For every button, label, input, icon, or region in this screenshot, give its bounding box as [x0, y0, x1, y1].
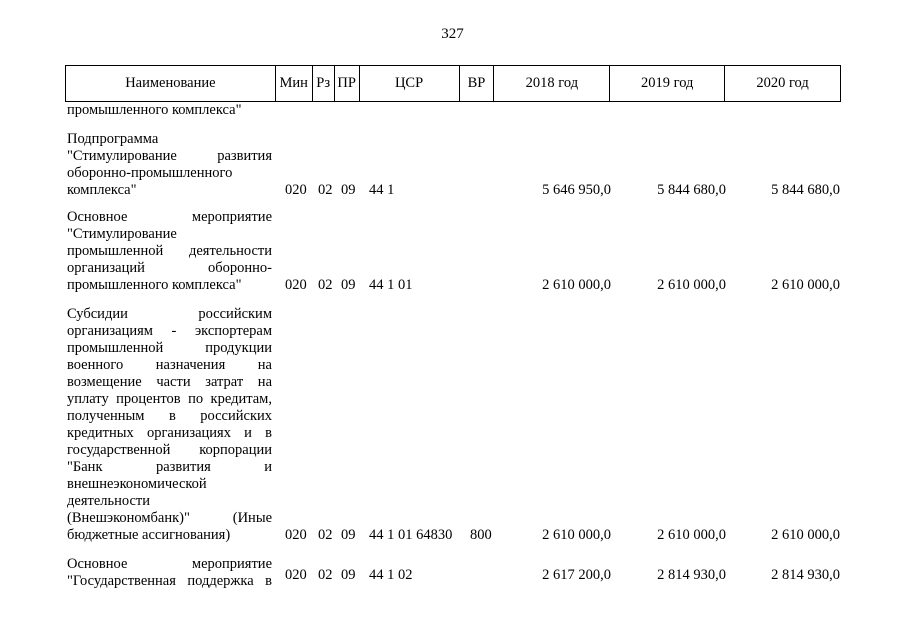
- name-line: Основное мероприятие: [67, 209, 272, 225]
- name-line: промышленной продукции: [67, 340, 272, 356]
- header-2020: 2020 год: [756, 75, 809, 91]
- cell-2018: 2 610 000,0: [542, 277, 611, 293]
- cell-rz: 02: [318, 567, 333, 583]
- row-name: [67, 102, 272, 119]
- name-line: комплекса": [67, 182, 137, 198]
- name-line: "Стимулирование развития: [67, 148, 272, 164]
- cell-min: 020: [285, 182, 307, 198]
- cell-rz: 02: [318, 277, 333, 293]
- name-line: оборонно-промышленного: [67, 165, 233, 181]
- cell-2020: 2 610 000,0: [771, 277, 840, 293]
- name-line: бюджетные ассигнования): [67, 527, 231, 543]
- cell-pr: 09: [341, 277, 356, 293]
- header-2019: 2019 год: [610, 66, 725, 101]
- cell-2019: 5 844 680,0: [657, 182, 726, 198]
- cell-pr: 09: [341, 527, 356, 543]
- name-line: организаций оборонно-: [67, 260, 272, 276]
- cell-vr: 800: [470, 527, 492, 543]
- name-line: возмещение части затрат на: [67, 374, 272, 390]
- cell-min: 020: [285, 527, 307, 543]
- header-vr: ВР: [460, 66, 495, 101]
- cell-2018: 2 610 000,0: [542, 527, 611, 543]
- cell-2020: 2 814 930,0: [771, 567, 840, 583]
- row-name: [67, 556, 272, 590]
- cell-2020: 2 610 000,0: [771, 527, 840, 543]
- header-csr: ЦСР: [360, 66, 460, 101]
- cell-min: 020: [285, 567, 307, 583]
- name-line: государственной корпорации: [67, 442, 272, 458]
- name-line: полученным в российских: [67, 408, 272, 424]
- cell-2019: 2 814 930,0: [657, 567, 726, 583]
- name-line: внешнеэкономической: [67, 476, 207, 492]
- header-name: Наименование: [66, 66, 276, 101]
- name-line: кредитных организациях и в: [67, 425, 272, 441]
- cell-rz: 02: [318, 182, 333, 198]
- cell-csr: 44 1 01: [369, 277, 413, 293]
- name-line: Основное мероприятие: [67, 556, 272, 572]
- name-line: организациям - экспортерам: [67, 323, 272, 339]
- cell-csr: 44 1: [369, 182, 395, 198]
- name-line: промышленного комплекса": [67, 102, 242, 118]
- name-line: уплату процентов по кредитам,: [67, 391, 272, 407]
- page-number: 327: [441, 26, 464, 42]
- name-line: Субсидии российским: [67, 306, 272, 322]
- cell-2020: 5 844 680,0: [771, 182, 840, 198]
- cell-2019: 2 610 000,0: [657, 277, 726, 293]
- table-header: [65, 65, 841, 102]
- cell-pr: 09: [341, 567, 356, 583]
- header-2018: 2018 год: [494, 66, 610, 101]
- header-pr: ПР: [335, 66, 360, 101]
- cell-2018: 2 617 200,0: [542, 567, 611, 583]
- cell-2019: 2 610 000,0: [657, 527, 726, 543]
- cell-csr: 44 1 02: [369, 567, 413, 583]
- cell-csr: 44 1 01 64830: [369, 527, 453, 543]
- header-rz: Рз: [313, 66, 335, 101]
- cell-min: 020: [285, 277, 307, 293]
- name-line: "Банк развития и: [67, 459, 272, 475]
- header-min: Мин: [276, 66, 313, 101]
- row-name: [67, 131, 272, 199]
- row-name: [67, 306, 272, 544]
- name-line: промышленной деятельности: [67, 243, 272, 259]
- name-line: "Государственная поддержка в: [67, 573, 272, 589]
- row-name: [67, 209, 272, 294]
- name-line: "Стимулирование: [67, 226, 177, 242]
- name-line: (Внешэкономбанк)" (Иные: [67, 510, 272, 526]
- cell-rz: 02: [318, 527, 333, 543]
- name-line: деятельности: [67, 493, 151, 509]
- cell-2018: 5 646 950,0: [542, 182, 611, 198]
- name-line: промышленного комплекса": [67, 277, 242, 293]
- name-line: военного назначения на: [67, 357, 272, 373]
- cell-pr: 09: [341, 182, 356, 198]
- name-line: Подпрограмма: [67, 131, 159, 147]
